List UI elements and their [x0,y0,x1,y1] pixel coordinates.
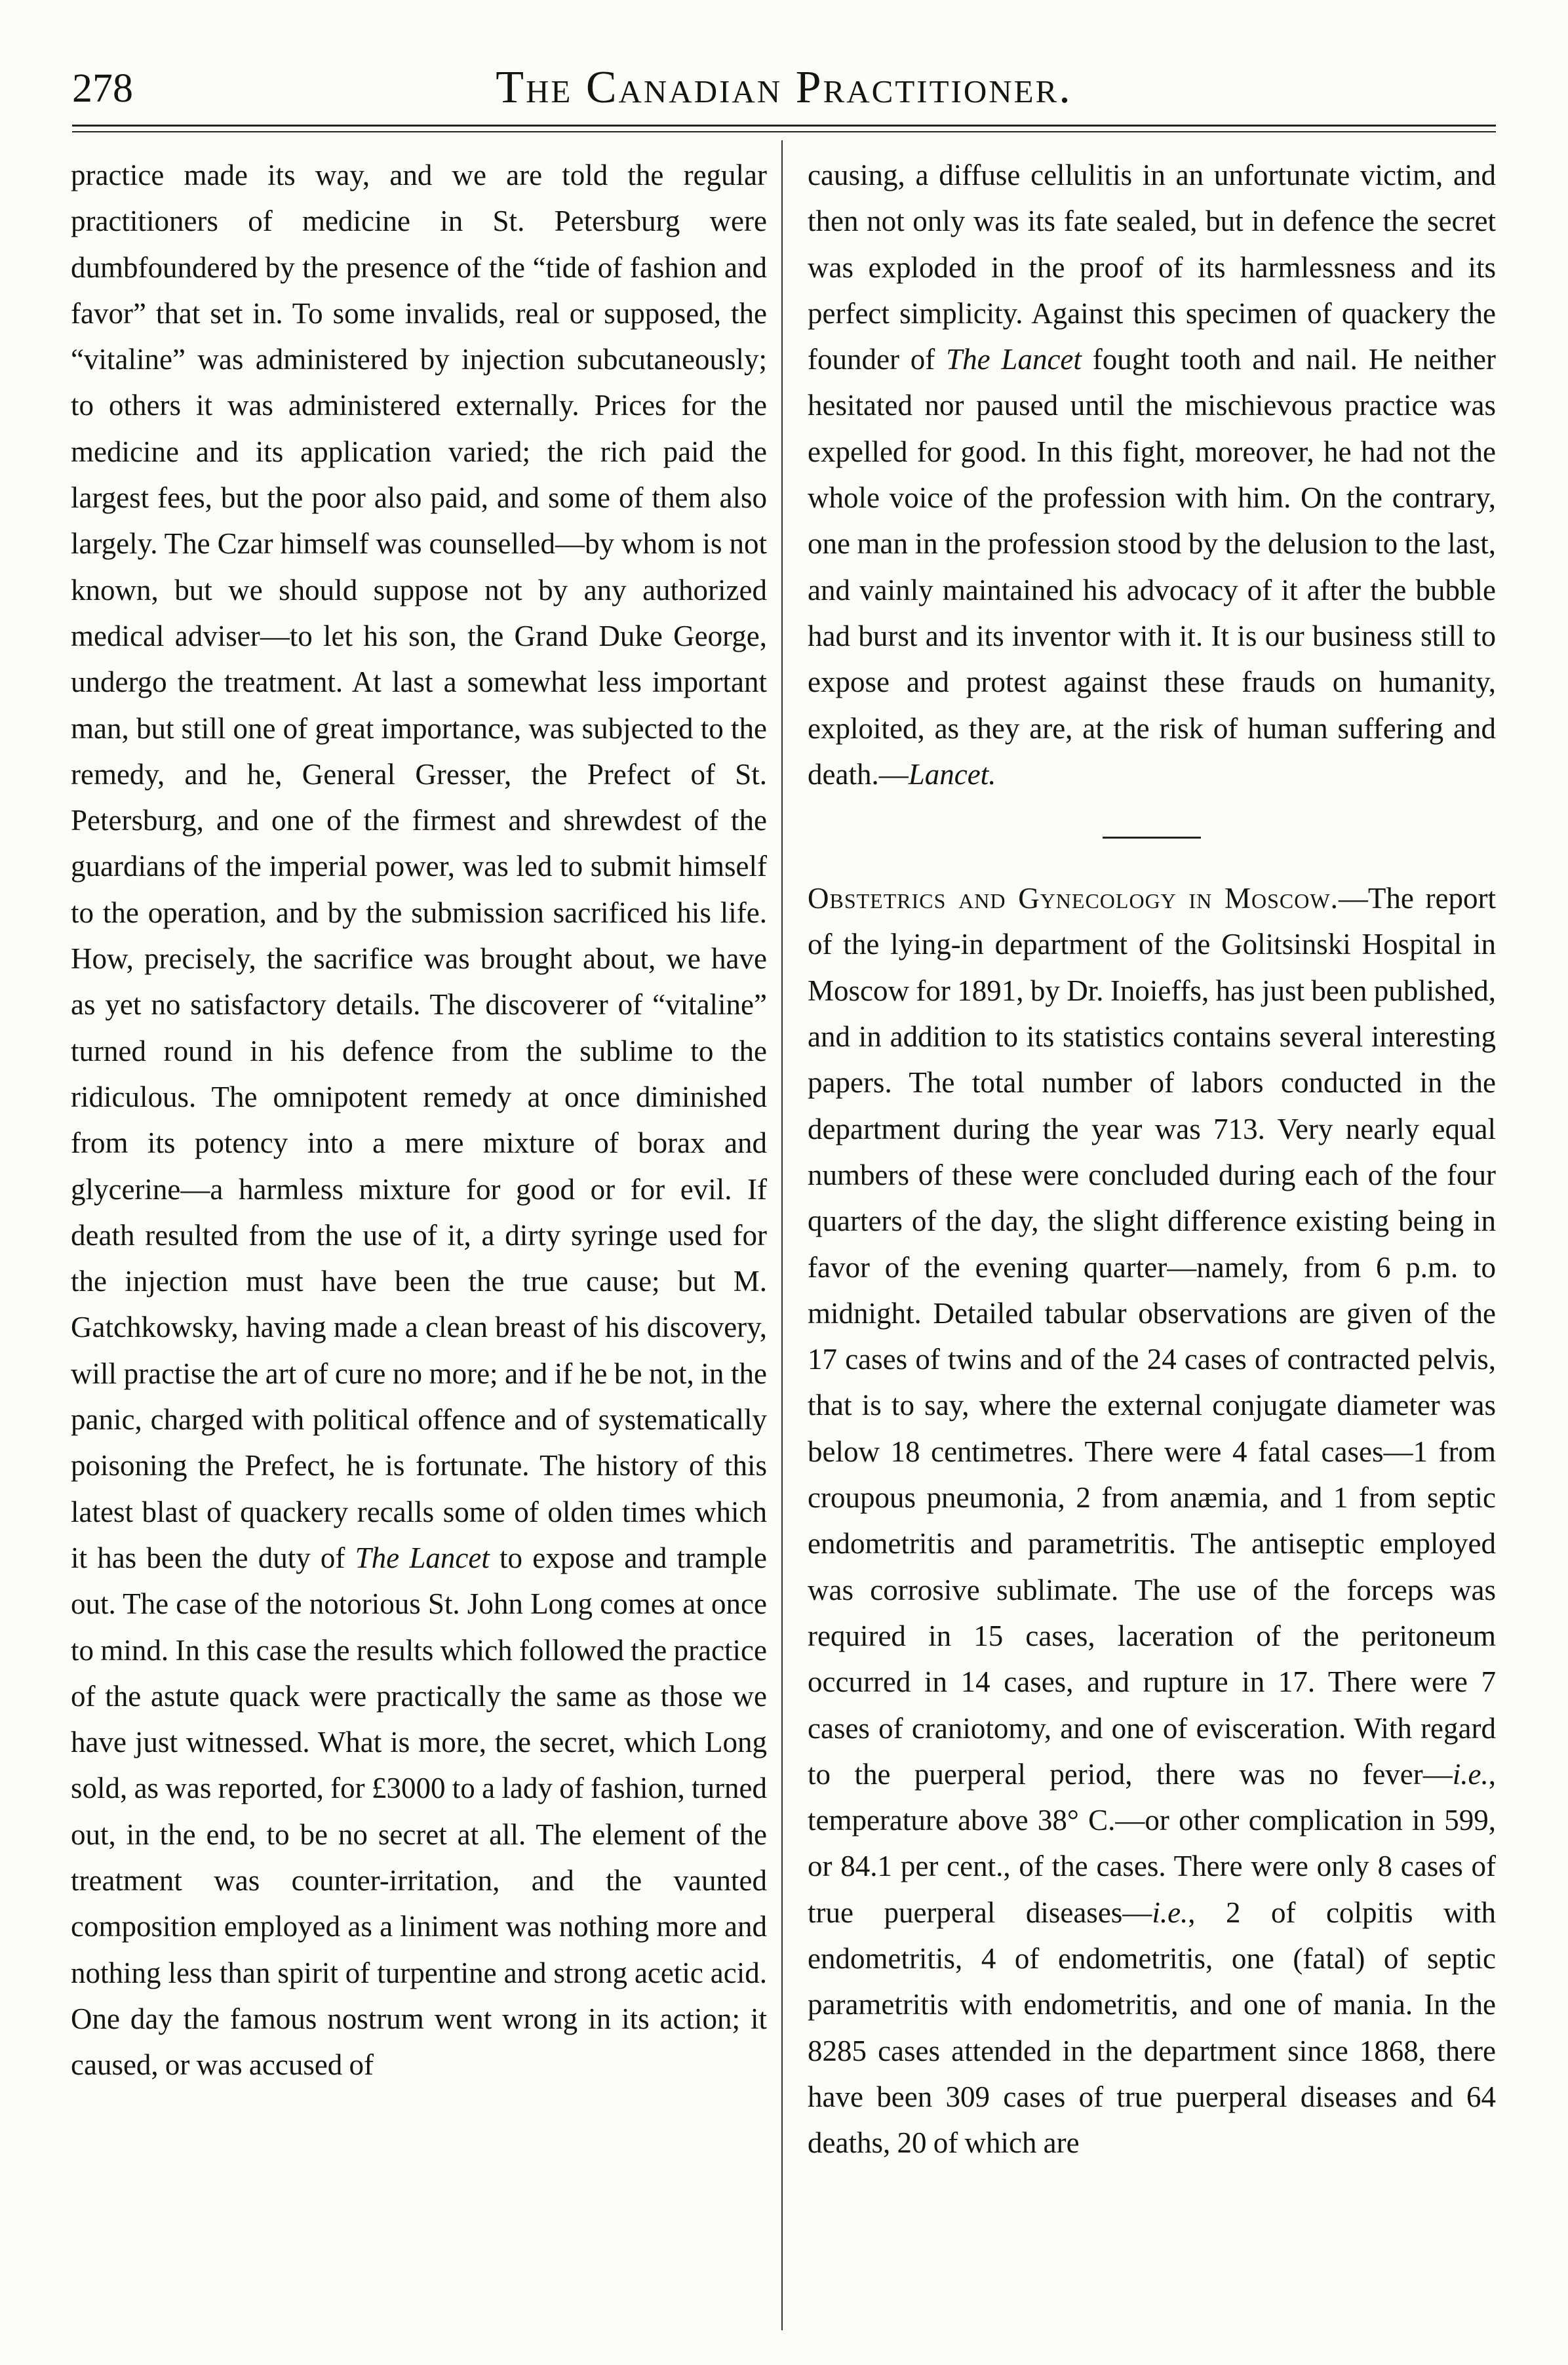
right-column [808,152,1496,2166]
header-rule-bottom [72,131,1496,132]
left-paragraph-end: to expose and trample out. The case of the notorious St. John Long comes at once to mind. In this case the results which followed the practice of the astute quack were practically the same as those we have just witnessed. What is more, the secret, which Long sold, as was reported, for £3000 to a lady of fashion, turned out, in the end, to be no secret at all. The element of the treatment was counter-irritation, and the vaunted composition employed as a liniment was nothing more and nothing less than spirit of turpentine and strong acetic acid. One day the famous nostrum went wrong in its action; it caused, or was accused of [71,1541,767,2082]
source-citation: Lancet. [908,757,996,791]
section-heading: Obstetrics and Gynecology in Moscow. [808,882,1339,915]
section-body-2: , temperature above 38° C.—or other complication in 599, or 84.1 per cent., of the cases. There were only 8 cases of true puerperal diseases— [808,1757,1496,1929]
ie-abbrev: i.e. [1452,1757,1489,1791]
continuation-paragraph [808,152,1496,797]
section-divider [1103,837,1201,839]
continuation-start: causing, a diffuse cellulitis in an unfortunate victim, and then not only was its fate sealed, but in defence the secret was exploded in the proof of its harmlessness and its perfect simplicity. Against this specimen of quackery the founder of [808,159,1496,376]
left-paragraph [71,152,767,2088]
left-column [71,152,767,2088]
section-body-3: , 2 of colpitis with endometritis, 4 of endometritis, one (fatal) of septic parametritis with endometritis, and one of mania. In the 8285 cases attended in the department since 1868, there have been 309 cases of true puerperal diseases and 64 deaths, 20 of which are [808,1896,1497,2160]
journal-name: The Lancet [946,343,1082,376]
page-number: 278 [72,66,133,111]
running-title: The Canadian Practitioner. [496,62,1072,113]
continuation-mid: fought tooth and nail. He neither hesitated nor paused until the mischievous practice was expelled for good. In this fight, moreover, he had not the whole voice of the profession with him. On the contrary, one man in the profession stood by the delusion to the last, and vainly maintained his advocacy of it after the bubble had burst and its inventor with it. It is our business still to expose and protest against these frauds on humanity, exploited, as they are, at the risk of human suffering and death.— [808,343,1496,791]
page-header [72,46,1496,118]
section-body-1: The report of the lying-in department of the Golitsinski Hospital in Moscow for 1891, by Dr. Inoieffs, has just been published, and in addition to its statistics contains several interesting papers. The total number of labors conducted in the department during the year was 713. Very nearly equal numbers of these were concluded during each of the four quarters of the day, the slight difference existing being in favor of the evening quarter—namely, from 6 p.m. to midnight. Detailed tabular observations are given of the 17 cases of twins and of the 24 cases of contracted pelvis, that is to say, where the external conjugate diameter was below 18 centimetres. There were 4 fatal cases—1 from croupous pneumonia, 2 from anæmia, and 1 from septic endometritis and parametritis. The antiseptic employed was corrosive sublimate. The use of the forceps was required in 15 cases, laceration of the peritoneum occurred in 14 cases, and rupture in 17. There were 7 cases of craniotomy, and one of evisceration. With regard to the puerperal period, there was no fever— [808,882,1496,1791]
left-paragraph-text: practice made its way, and we are told the regular practitioners of medicine in St. Petersburg were dumbfoundered by the presence of the “tide of fashion and favor” that set in. To some invalids, real or supposed, the “vitaline” was administered by injection subcutaneously; to others it was administered externally. Prices for the medicine and its application varied; the rich paid the largest fees, but the poor also paid, and some of them also largely. The Czar himself was counselled—by whom is not known, but we should suppose not by any authorized medical adviser—to let his son, the Grand Duke George, undergo the treatment. At last a somewhat less important man, but still one of great importance, was subjected to the remedy, and he, General Gresser, the Prefect of St. Petersburg, and one of the firmest and shrewdest of the guardians of the imperial power, was led to submit himself to the operation, and by the submission sacrificed his life. How, precisely, the sacrifice was brought about, we have as yet no satisfactory details. The discoverer of “vitaline” turned round in his defence from the sublime to the ridiculous. The omnipotent remedy at once diminished from its potency into a mere mixture of borax and glycerine—a harmless mixture for good or for evil. If death resulted from the use of it, a dirty syringe used for the injection must have been the true cause; but M. Gatchkowsky, having made a clean breast of his discovery, will practise the art of cure no more; and if he be not, in the panic, charged with political offence and of systematically poisoning the Prefect, he is fortunate. The history of this latest blast of quackery recalls some of olden times which it has been the duty of [71,159,767,1574]
obstetrics-article [808,875,1496,2166]
section-dash: — [1338,882,1368,915]
ie-abbrev: i.e. [1152,1896,1188,1929]
header-rule-top [72,125,1496,127]
column-divider [781,140,783,2330]
journal-name: The Lancet [355,1541,490,1574]
